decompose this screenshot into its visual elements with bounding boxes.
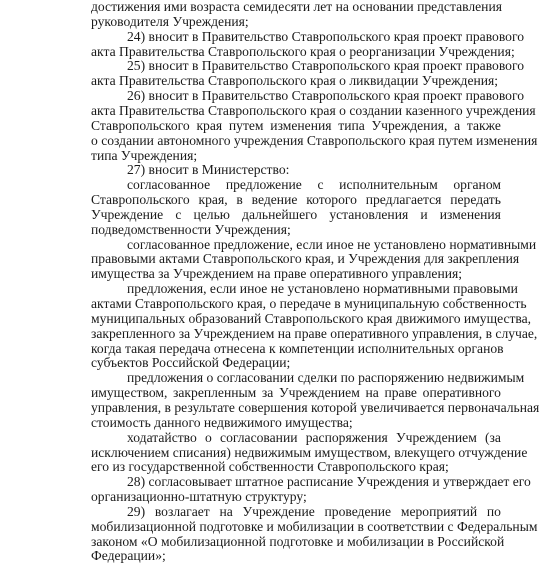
text-line: закрепленного за Учреждением на праве оперативного управления, в случае,	[91, 325, 538, 341]
text-line: его из государственной собственности Ставропольского края;	[91, 459, 449, 475]
text-line: типа Учреждения;	[91, 147, 198, 163]
text-line: законом «О мобилизационной подготовке и мобилизации в Российской	[91, 533, 505, 549]
text-line: Учреждение с целью дальнейшего установления и изменения	[91, 206, 501, 222]
text-line: стоимость данного недвижимого имущества;	[91, 414, 353, 430]
text-line: мобилизационной подготовке и мобилизации в соответствии с Федеральным	[91, 518, 538, 534]
text-line: подведомственности Учреждения;	[91, 221, 291, 237]
text-line: управления, в результате совершения которой увеличивается первоначальная	[91, 399, 540, 415]
text-line: о создании автономного учреждения Ставропольского края путем изменения	[91, 132, 538, 148]
text-line: Федерации»;	[91, 548, 166, 564]
text-line: акта Правительства Ставропольского края о реорганизации Учреждения;	[91, 43, 515, 59]
text-line: когда такая передача отнесена к компетенции исполнительных органов	[91, 340, 504, 356]
text-line: 27) вносит в Министерство:	[127, 162, 290, 178]
text-line: 29) возлагает на Учреждение проведение мероприятий по	[127, 503, 501, 519]
text-line: согласованное предложение с исполнительным органом	[127, 177, 501, 193]
text-line: 28) согласовывает штатное расписание Учреждения и утверждает его	[127, 474, 531, 490]
text-line: субъектов Российской Федерации;	[91, 355, 291, 371]
text-line: имуществом, закрепленным за Учреждением на праве оперативного	[91, 385, 501, 401]
text-line: ходатайство о согласовании распоряжения Учреждением (за	[127, 429, 501, 445]
text-line: предложения о согласовании сделки по распоряжению недвижимым	[127, 370, 525, 386]
text-line: муниципальных образований Ставропольского края движимого имущества,	[91, 310, 532, 326]
text-line: исключением списания) недвижимым имуществом, влекущего отчуждение	[91, 444, 528, 460]
text-line: Ставропольского края путем изменения типа Учреждения, а также	[91, 117, 501, 133]
text-line: Ставропольского края, в ведение которого предлагается передать	[91, 192, 501, 208]
text-line: организационно-штатную структуру;	[91, 489, 307, 505]
text-line: руководителя Учреждения;	[91, 13, 249, 29]
text-line: 24) вносит в Правительство Ставропольского края проект правового	[127, 28, 524, 44]
text-line: имущества за Учреждением на праве оперативного управления;	[91, 266, 463, 282]
text-line: 26) вносит в Правительство Ставропольского края проект правового	[127, 88, 524, 104]
text-line: согласованное предложение, если иное не установлено нормативными	[127, 236, 537, 252]
text-line: актами Ставропольского края, о передаче в муниципальную собственность	[91, 296, 527, 311]
text-line: правовыми актами Ставропольского края, и Учреждения для закрепления	[91, 251, 520, 267]
text-line: 25) вносит в Правительство Ставропольского края проект правового	[127, 58, 524, 74]
text-line: акта Правительства Ставропольского края о ликвидации Учреждения;	[91, 73, 499, 89]
text-line: предложения, если иное не установлено нормативными правовыми	[127, 281, 518, 297]
text-line: акта Правительства Ставропольского края о создании казенного учреждения	[91, 102, 536, 118]
text-line: достижения ими возраста семидесяти лет на основании представления	[91, 0, 502, 14]
